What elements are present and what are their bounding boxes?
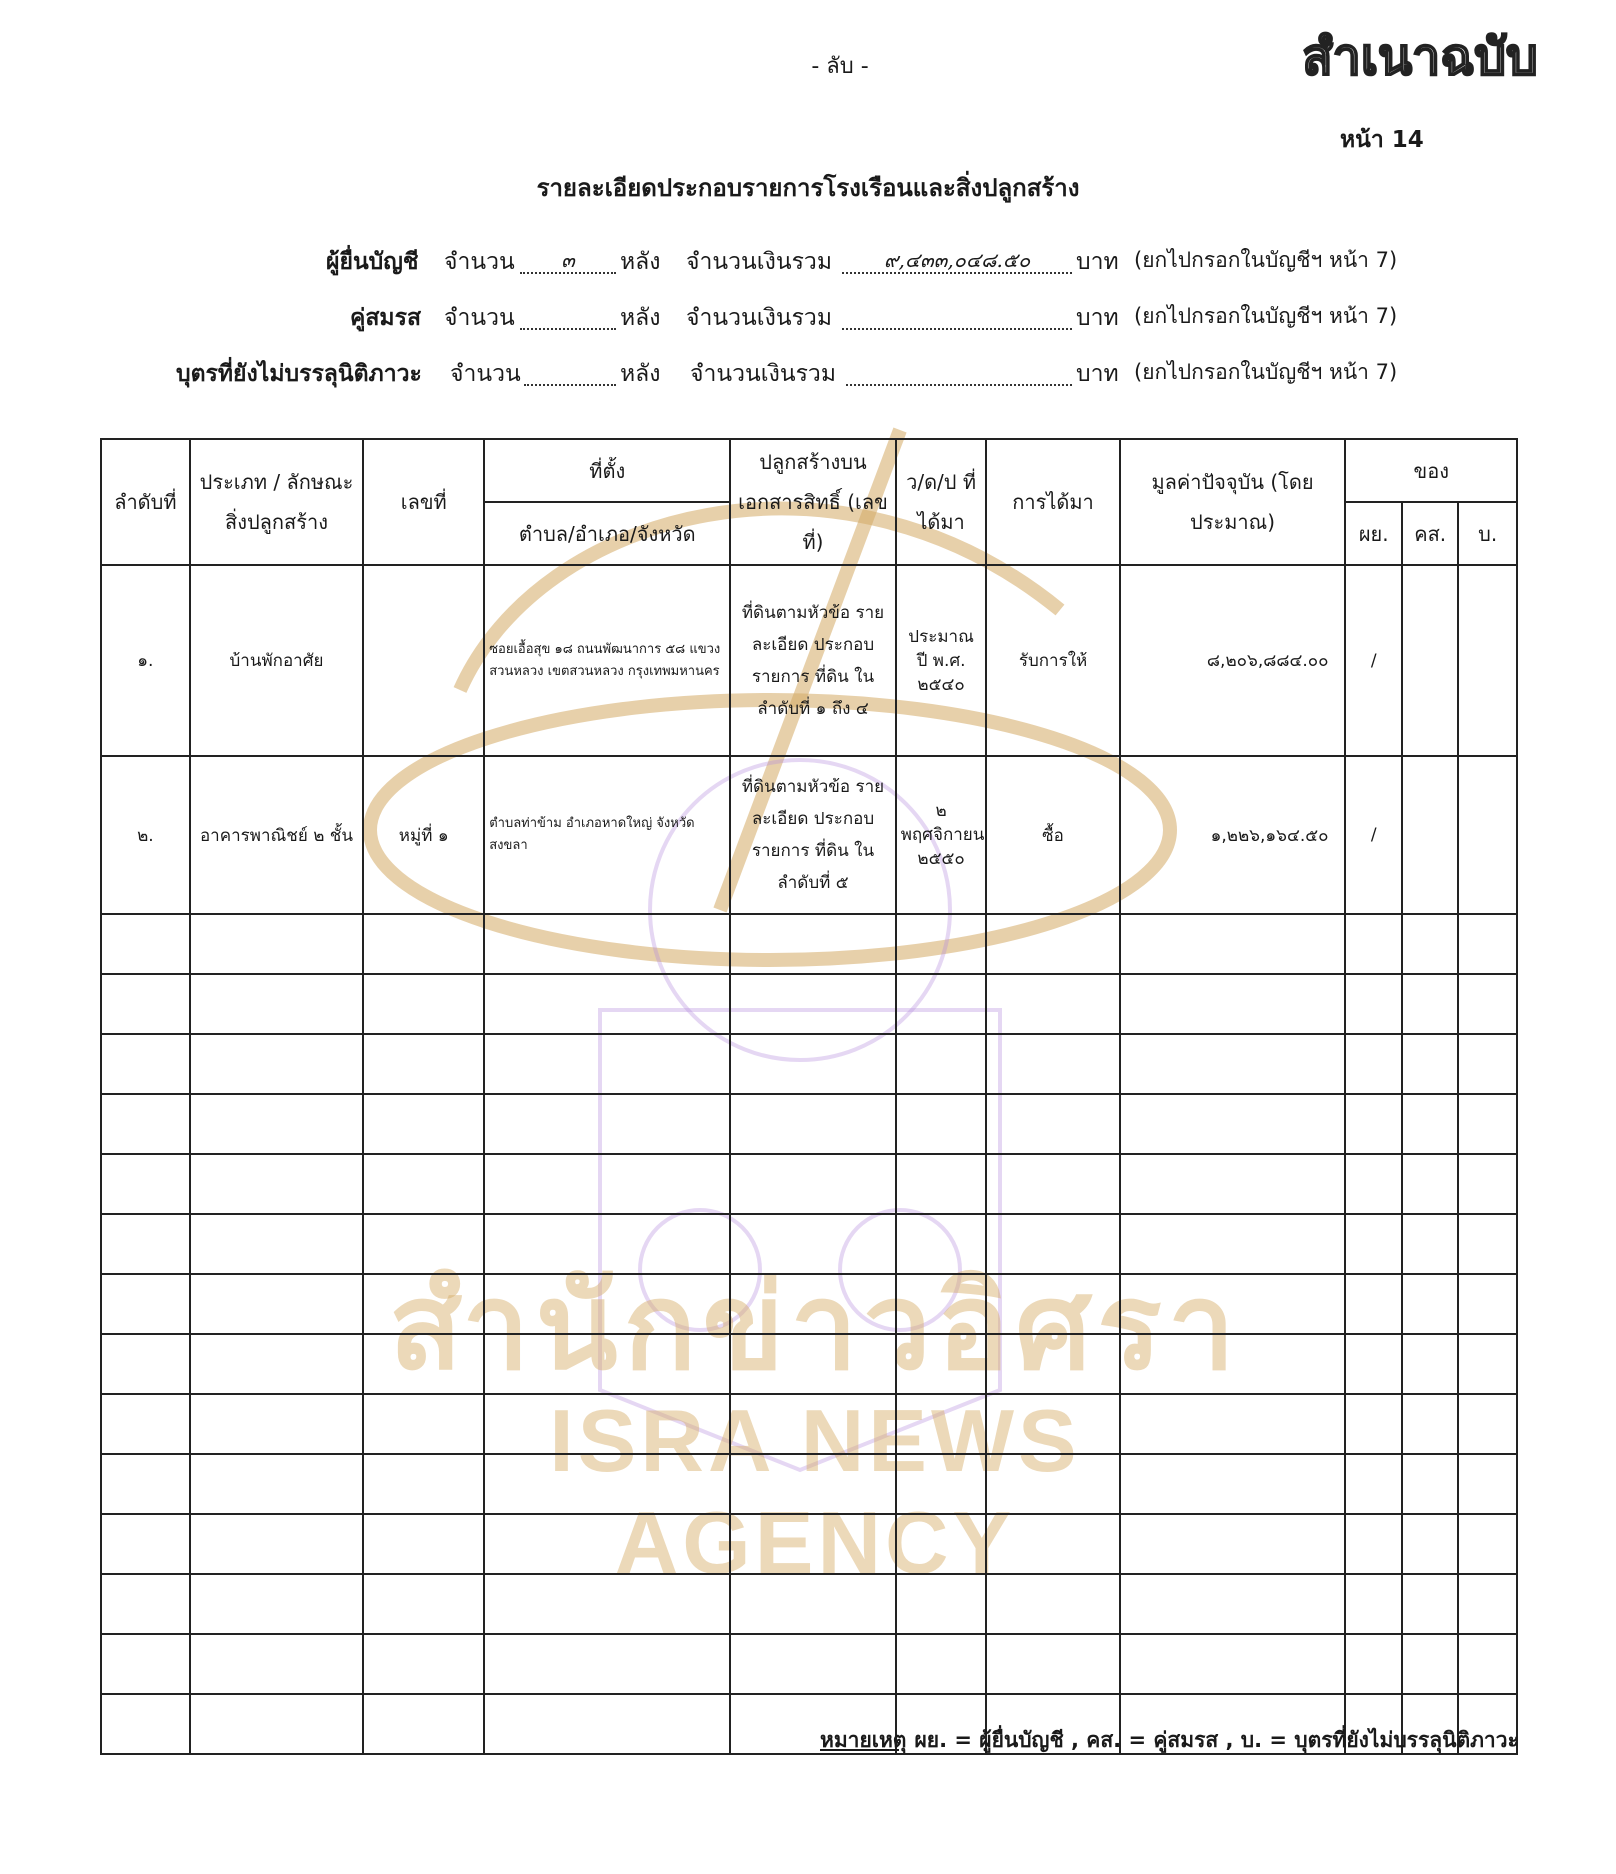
empty-cell (1120, 1334, 1346, 1394)
empty-cell (363, 1634, 484, 1694)
empty-cell (1458, 914, 1517, 974)
cell-owner-spouse (1402, 565, 1458, 756)
empty-cell (484, 1214, 730, 1274)
empty-cell (363, 1274, 484, 1334)
empty-cell (986, 1634, 1119, 1694)
empty-cell (986, 1094, 1119, 1154)
cell-seq: ๒. (101, 756, 190, 914)
table-row-empty (101, 1094, 1517, 1154)
empty-cell (484, 1094, 730, 1154)
empty-cell (1458, 974, 1517, 1034)
empty-cell (363, 1334, 484, 1394)
empty-cell (484, 1634, 730, 1694)
cell-number (363, 565, 484, 756)
empty-cell (484, 914, 730, 974)
empty-cell (101, 1634, 190, 1694)
sum-value: ๙,๔๓๓,๐๔๘.๕๐ (842, 244, 1072, 274)
empty-cell (363, 1154, 484, 1214)
remark (820, 1724, 1519, 1757)
empty-cell (1458, 1034, 1517, 1094)
empty-cell (730, 1334, 895, 1394)
header-location: ที่ตั้ง (484, 439, 730, 502)
empty-cell (1345, 914, 1401, 974)
empty-cell (896, 1214, 987, 1274)
empty-cell (1458, 1274, 1517, 1334)
unit-label: หลัง (620, 361, 661, 387)
empty-cell (1120, 1514, 1346, 1574)
empty-cell (363, 1454, 484, 1514)
cell-location: ซอยเอื้อสุข ๑๘ ถนนพัฒนาการ ๕๘ แขวงสวนหลวง เขตสวนหลวง กรุงเทพมหานคร (484, 565, 730, 756)
empty-cell (1458, 1094, 1517, 1154)
empty-cell (101, 1574, 190, 1634)
carry-note: (ยกไปกรอกในบัญชีฯ หน้า 7) (1134, 360, 1398, 384)
empty-cell (1402, 1574, 1458, 1634)
empty-cell (363, 974, 484, 1034)
cell-owner-child (1458, 756, 1517, 914)
empty-cell (101, 1034, 190, 1094)
currency-label: บาท (1076, 361, 1119, 387)
unit-label: หลัง (620, 305, 661, 331)
empty-cell (1402, 1514, 1458, 1574)
cell-date: ประมาณ ปี พ.ศ. ๒๕๔๐ (896, 565, 987, 756)
empty-cell (1345, 1394, 1401, 1454)
empty-cell (484, 1394, 730, 1454)
table-row (101, 565, 1517, 756)
empty-cell (101, 1274, 190, 1334)
empty-cell (896, 974, 987, 1034)
empty-cell (896, 914, 987, 974)
empty-cell (1345, 1634, 1401, 1694)
empty-cell (986, 1334, 1119, 1394)
empty-cell (190, 1154, 363, 1214)
empty-cell (1120, 1094, 1346, 1154)
empty-cell (190, 1274, 363, 1334)
empty-cell (730, 1574, 895, 1634)
empty-cell (730, 1274, 895, 1334)
table-row-empty (101, 1514, 1517, 1574)
empty-cell (1402, 914, 1458, 974)
empty-cell (896, 1454, 987, 1514)
secret-label: - ลับ - (811, 54, 869, 79)
empty-cell (190, 1454, 363, 1514)
header-seq: ลำดับที่ (101, 439, 190, 565)
remark-text: ผย. = ผู้ยื่นบัญชี , คส. = คู่สมรส , บ. = บุตรที่ยังไม่บรรลุนิติภาวะ (914, 1728, 1519, 1752)
empty-cell (896, 1334, 987, 1394)
sum-value (842, 300, 1072, 330)
empty-cell (190, 1094, 363, 1154)
watermark-text-thai: สำนักข่าวอิศรา (388, 1258, 1242, 1397)
cell-owner-declarant: / (1345, 756, 1401, 914)
empty-cell (1345, 1454, 1401, 1514)
empty-cell (730, 1094, 895, 1154)
page-number: หน้า 14 (1340, 127, 1424, 153)
count-value: ๓ (520, 244, 616, 274)
cell-type: บ้านพักอาศัย (190, 565, 363, 756)
empty-cell (1402, 1634, 1458, 1694)
empty-cell (730, 914, 895, 974)
empty-cell (1402, 974, 1458, 1034)
empty-cell (1458, 1214, 1517, 1274)
empty-cell (986, 1154, 1119, 1214)
empty-cell (484, 1454, 730, 1514)
table-row-empty (101, 1154, 1517, 1214)
header-owner-declarant: ผย. (1345, 502, 1401, 565)
table-row-empty (101, 1574, 1517, 1634)
cell-value: ๘,๒๐๖,๘๘๔.๐๐ (1120, 565, 1346, 756)
empty-cell (730, 1454, 895, 1514)
empty-cell (190, 1574, 363, 1634)
empty-cell (484, 1334, 730, 1394)
empty-cell (484, 1274, 730, 1334)
count-label: จำนวน (444, 249, 515, 275)
empty-cell (190, 1394, 363, 1454)
empty-cell (1120, 1394, 1346, 1454)
empty-cell (190, 1214, 363, 1274)
empty-cell (1402, 1454, 1458, 1514)
cell-date: ๒ พฤศจิกายน ๒๕๕๐ (896, 756, 987, 914)
header-owner-spouse: คส. (1402, 502, 1458, 565)
summary-spouse (0, 300, 1616, 340)
buildings-table (100, 438, 1518, 1755)
empty-cell (1120, 1214, 1346, 1274)
watermark-text-english: ISRA NEWS AGENCY (549, 1391, 1081, 1592)
empty-cell (1458, 1574, 1517, 1634)
copy-stamp-text: สำเนาฉบับ (1302, 28, 1538, 86)
empty-cell (1120, 1454, 1346, 1514)
empty-cell (730, 974, 895, 1034)
empty-cell (1345, 1034, 1401, 1094)
empty-cell (101, 1454, 190, 1514)
empty-cell (986, 914, 1119, 974)
cell-value: ๑,๒๒๖,๑๖๔.๕๐ (1120, 756, 1346, 914)
page-title: รายละเอียดประกอบรายการโรงเรือนและสิ่งปลูกสร้าง (536, 174, 1080, 202)
empty-cell (896, 1634, 987, 1694)
empty-cell (363, 1694, 484, 1754)
summary-label: ผู้ยื่นบัญชี (326, 249, 419, 275)
empty-cell (1458, 1634, 1517, 1694)
empty-cell (730, 1514, 895, 1574)
sum-label: จำนวนเงินรวม (686, 249, 832, 275)
empty-cell (1345, 1274, 1401, 1334)
empty-cell (986, 1454, 1119, 1514)
empty-cell (363, 1394, 484, 1454)
currency-label: บาท (1076, 249, 1119, 275)
empty-cell (484, 974, 730, 1034)
empty-cell (1120, 1034, 1346, 1094)
empty-cell (1120, 914, 1346, 974)
sum-value (846, 356, 1072, 386)
table-row-empty (101, 1454, 1517, 1514)
cell-acquired: รับการให้ (986, 565, 1119, 756)
empty-cell (363, 914, 484, 974)
empty-cell (1120, 1154, 1346, 1214)
header-owner: ของ (1345, 439, 1517, 502)
empty-cell (1458, 1454, 1517, 1514)
empty-cell (896, 1274, 987, 1334)
header-built-on: ปลูกสร้างบน เอกสารสิทธิ์ (เลขที่) (730, 439, 895, 565)
empty-cell (190, 1334, 363, 1394)
empty-cell (190, 1634, 363, 1694)
empty-cell (896, 1574, 987, 1634)
empty-cell (1345, 1574, 1401, 1634)
empty-cell (484, 1514, 730, 1574)
header-acquired: การได้มา (986, 439, 1119, 565)
count-value (520, 300, 616, 330)
empty-cell (363, 1214, 484, 1274)
empty-cell (101, 1514, 190, 1574)
empty-cell (1402, 1334, 1458, 1394)
empty-cell (1345, 1514, 1401, 1574)
summary-child (0, 356, 1616, 396)
empty-cell (484, 1034, 730, 1094)
table-row-empty (101, 1634, 1517, 1694)
empty-cell (896, 1094, 987, 1154)
empty-cell (1120, 1634, 1346, 1694)
empty-cell (896, 1514, 987, 1574)
cell-seq: ๑. (101, 565, 190, 756)
cell-owner-spouse (1402, 756, 1458, 914)
empty-cell (190, 1694, 363, 1754)
count-label: จำนวน (450, 361, 521, 387)
empty-cell (1345, 1214, 1401, 1274)
empty-cell (190, 914, 363, 974)
empty-cell (896, 1394, 987, 1454)
remark-label: หมายเหตุ (820, 1728, 907, 1752)
table-row-empty (101, 1214, 1517, 1274)
empty-cell (986, 1574, 1119, 1634)
header-value: มูลค่าปัจจุบัน (โดยประมาณ) (1120, 439, 1346, 565)
summary-label: คู่สมรส (350, 305, 421, 331)
empty-cell (730, 1034, 895, 1094)
cell-acquired: ซื้อ (986, 756, 1119, 914)
cell-type: อาคารพาณิชย์ ๒ ชั้น (190, 756, 363, 914)
empty-cell (484, 1694, 730, 1754)
sum-label: จำนวนเงินรวม (690, 361, 836, 387)
empty-cell (101, 974, 190, 1034)
empty-cell (190, 1514, 363, 1574)
empty-cell (986, 1514, 1119, 1574)
unit-label: หลัง (620, 249, 661, 275)
empty-cell (1402, 1214, 1458, 1274)
empty-cell (730, 1634, 895, 1694)
empty-cell (101, 1694, 190, 1754)
empty-cell (101, 1214, 190, 1274)
cell-owner-declarant: / (1345, 565, 1401, 756)
empty-cell (101, 1394, 190, 1454)
summary-label: บุตรที่ยังไม่บรรลุนิติภาวะ (176, 361, 422, 387)
empty-cell (363, 1034, 484, 1094)
empty-cell (190, 1034, 363, 1094)
empty-cell (484, 1574, 730, 1634)
header-date: ว/ด/ป ที่ได้มา (896, 439, 987, 565)
cell-built-on: ที่ดินตามหัวข้อ รายละเอียด ประกอบรายการ ที่ดิน ในลำดับที่ ๕ (730, 756, 895, 914)
empty-cell (363, 1094, 484, 1154)
empty-cell (1402, 1154, 1458, 1214)
count-label: จำนวน (444, 305, 515, 331)
empty-cell (101, 1334, 190, 1394)
cell-number: หมู่ที่ ๑ (363, 756, 484, 914)
empty-cell (1345, 1334, 1401, 1394)
empty-cell (1458, 1334, 1517, 1394)
empty-cell (986, 1274, 1119, 1334)
empty-cell (730, 1214, 895, 1274)
table-row-empty (101, 974, 1517, 1034)
header-number: เลขที่ (363, 439, 484, 565)
table-row (101, 756, 1517, 914)
cell-built-on: ที่ดินตามหัวข้อ รายละเอียด ประกอบรายการ ที่ดิน ในลำดับที่ ๑ ถึง ๔ (730, 565, 895, 756)
sum-label: จำนวนเงินรวม (686, 305, 832, 331)
table-row-empty (101, 1334, 1517, 1394)
empty-cell (896, 1034, 987, 1094)
empty-cell (1402, 1394, 1458, 1454)
empty-cell (1402, 1034, 1458, 1094)
header-location-sub: ตำบล/อำเภอ/จังหวัด (484, 502, 730, 565)
carry-note: (ยกไปกรอกในบัญชีฯ หน้า 7) (1134, 304, 1398, 328)
empty-cell (363, 1574, 484, 1634)
cell-owner-child (1458, 565, 1517, 756)
currency-label: บาท (1076, 305, 1119, 331)
empty-cell (730, 1394, 895, 1454)
empty-cell (730, 1154, 895, 1214)
empty-cell (1458, 1514, 1517, 1574)
count-value (524, 356, 616, 386)
empty-cell (1120, 1274, 1346, 1334)
empty-cell (101, 914, 190, 974)
empty-cell (101, 1094, 190, 1154)
empty-cell (484, 1154, 730, 1214)
empty-cell (1345, 1154, 1401, 1214)
header-owner-child: บ. (1458, 502, 1517, 565)
empty-cell (986, 1214, 1119, 1274)
table-row-empty (101, 1034, 1517, 1094)
empty-cell (986, 1394, 1119, 1454)
empty-cell (1120, 1574, 1346, 1634)
empty-cell (1458, 1394, 1517, 1454)
copy-stamp (1300, 20, 1540, 90)
empty-cell (101, 1154, 190, 1214)
header-type: ประเภท / ลักษณะ สิ่งปลูกสร้าง (190, 439, 363, 565)
empty-cell (1402, 1094, 1458, 1154)
summary-declarant (0, 244, 1616, 284)
empty-cell (1345, 1094, 1401, 1154)
empty-cell (190, 974, 363, 1034)
empty-cell (1402, 1274, 1458, 1334)
cell-location: ตำบลท่าข้าม อำเภอหาดใหญ่ จังหวัดสงขลา (484, 756, 730, 914)
empty-cell (1458, 1154, 1517, 1214)
empty-cell (1120, 974, 1346, 1034)
empty-cell (896, 1154, 987, 1214)
empty-cell (986, 974, 1119, 1034)
empty-cell (1345, 974, 1401, 1034)
carry-note: (ยกไปกรอกในบัญชีฯ หน้า 7) (1134, 248, 1398, 272)
empty-cell (363, 1514, 484, 1574)
table-row-empty (101, 1274, 1517, 1334)
table-row-empty (101, 1394, 1517, 1454)
table-row-empty (101, 914, 1517, 974)
empty-cell (986, 1034, 1119, 1094)
